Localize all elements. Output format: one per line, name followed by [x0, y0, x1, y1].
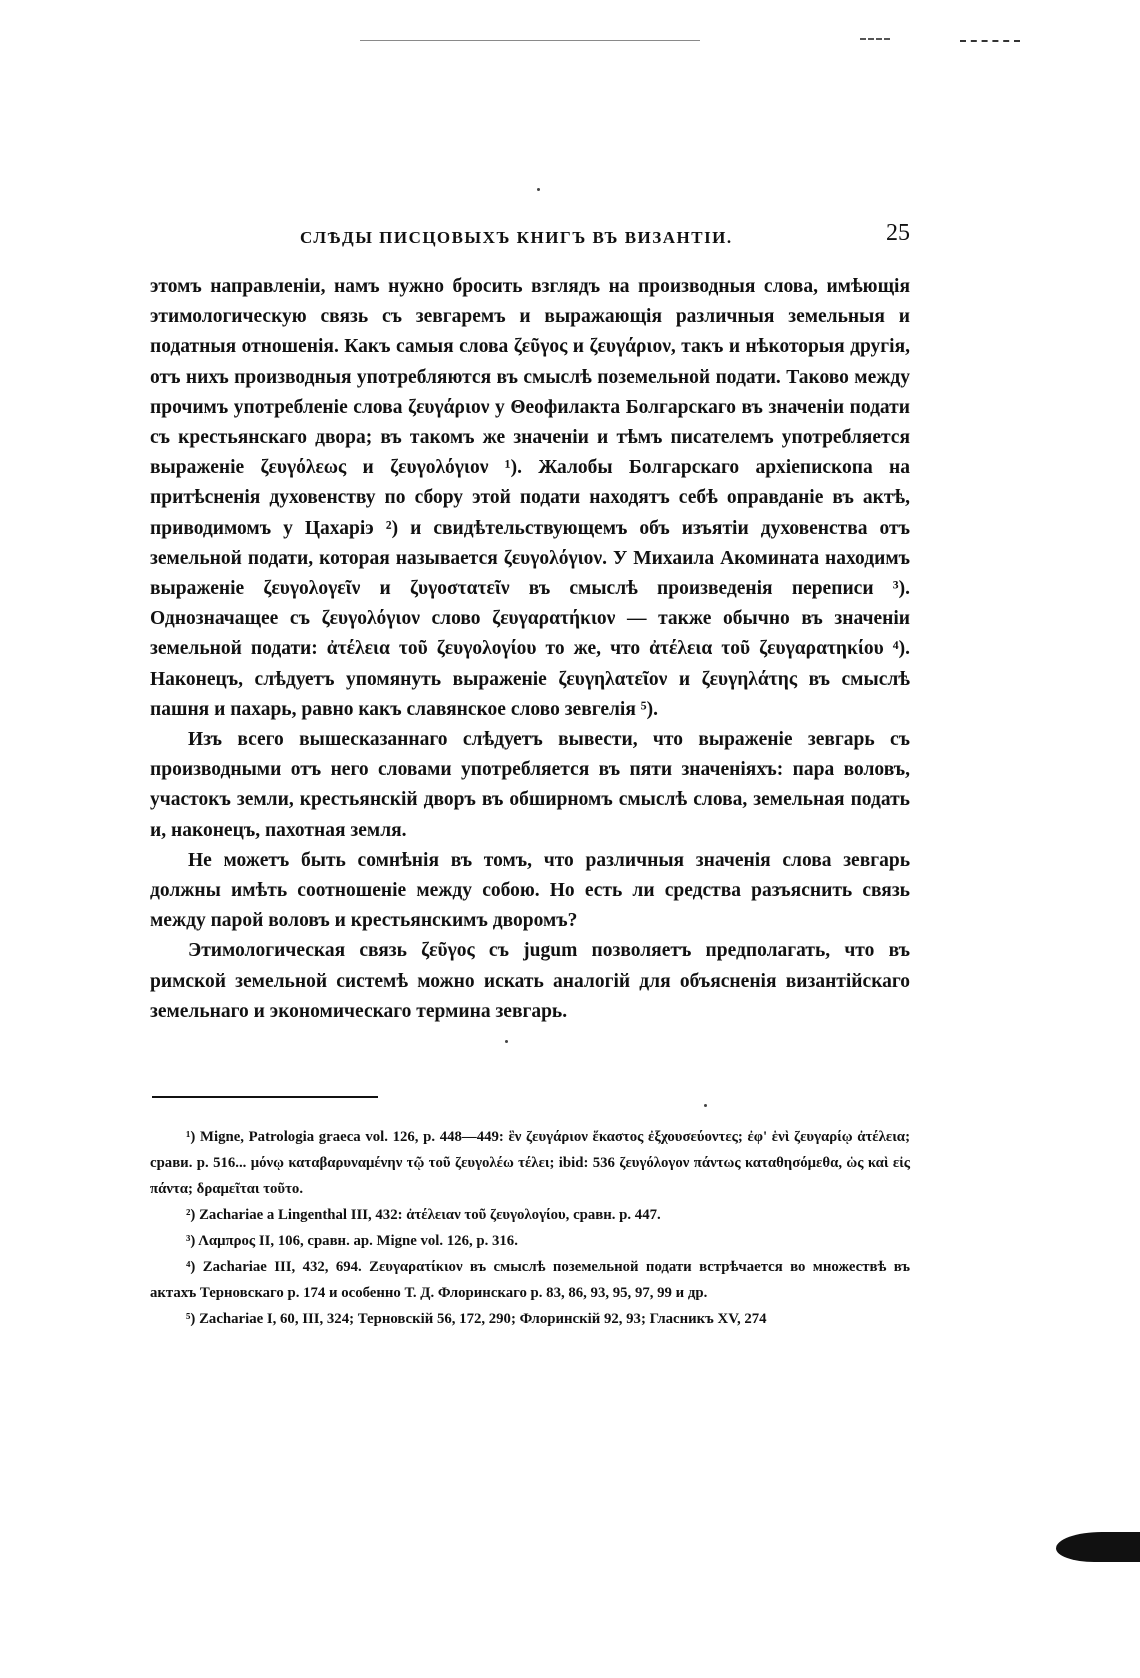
main-text: [150, 272, 910, 1027]
page-header: [170, 220, 910, 256]
scan-speck: [505, 1040, 508, 1043]
scan-artifact-mark: [860, 38, 890, 42]
paragraph: Этимологическая связь ζεῦγος съ jugum позволяетъ предполагать, что въ римской земельной системѣ можно искать аналогій для объясненія византійскаго земельнаго и экономическаго термина зевгарь.: [150, 940, 910, 1022]
scan-speck: [704, 1104, 707, 1107]
paragraph: Не можетъ быть сомнѣнія въ томъ, что различныя значенія слова зевгарь должны имѣть соотношеніе между собою. Но есть ли средства разъяснить связь между парой воловъ и крестьянскимъ дворомъ?: [150, 849, 910, 932]
footnote: ¹) Migne, Patrologia graeca vol. 126, p. 448—449: ἓν ζευγάριον ἕκαστος ἐξχουσεύοντες; ἐφ' ἑνὶ ζευγαρίῳ ἀτέλεια; срави. p. 516... μόνῳ καταβαρυναμένην τῷ τοῦ ζευγολέω τέλει; ibid: 536 ζευγόλογον πάντως καταθησόμεθα, ὡς καὶ εἰς πάντα; δραμεῖται τοῦτο.: [150, 1129, 910, 1197]
footnote: ⁴) Zachariae III, 432, 694. Ζευγαρατίκιον въ смыслѣ поземельной подати встрѣчается во множествѣ въ актахъ Терновскаго p. 174 и особенно Т. Д. Флоринскаго p. 83, 86, 93, 95, 97, 99 и др.: [150, 1259, 910, 1301]
footnote: ³) Λαμπρος II, 106, сравн. ар. Migne vol. 126, p. 316.: [186, 1233, 518, 1249]
scan-speck: [537, 188, 540, 191]
footnote-separator: [152, 1096, 378, 1098]
paragraph: этомъ направленіи, намъ нужно бросить взглядъ на производныя слова, имѣющія этимологическую связь съ зевгаремъ и выражающія различныя земельныя и податныя отношенія. Какъ самыя слова ζεῦγος и ζευγάριον, такъ и нѣкоторыя другія, отъ нихъ производныя употребляются въ смыслѣ поземельной подати. Таково между прочимъ употребленіе слова ζευγάριον у Θеофилакта Болгарскаго въ значеніи подати съ крестьянскаго двора; въ такомъ же значеніи и тѣмъ писателемъ употребляется выраженіе ζευγόλεως и ζευγολόγιον ¹). Жалобы Болгарскаго архіепископа на притѣсненія духовенству по сбору этой подати находятъ себѣ оправданіе въ актѣ, приводимомъ у Цахаріэ ²) и свидѣтельствующемъ объ изъятіи духовенства отъ земельной подати, которая называется ζευγολόγιον. У Михаила Акомината находимъ выраженіе ζευγολογεῖν и ζυγοστατεῖν въ смыслѣ произведенія переписи ³). Однозначащее съ ζευγολόγιον слово ζευγαρατήκιον — также обычно въ значеніи земельной подати: ἀτέλεια τοῦ ζευγολογίου то же, что ἀτέλεια τοῦ ζευγαρατηκίου ⁴). Наконецъ, слѣдуетъ упомянуть выраженіе ζευγηλατεῖον и ζευγηλάτης въ смыслѣ пашня и пахарь, равно какъ славянское слово зевгелія ⁵).: [150, 276, 910, 720]
running-title: СЛѢДЫ ПИСЦОВЫХЪ КНИГЪ ВЪ ВИЗАНТІИ.: [300, 228, 733, 247]
page-number: 25: [886, 220, 910, 246]
scan-ink-blot: [1056, 1532, 1140, 1562]
footnotes: [150, 1124, 910, 1332]
footnote: ²) Zachariae a Lingenthal III, 432: ἀτέλειαν τοῦ ζευγολογίου, сравн. p. 447.: [186, 1207, 661, 1223]
paragraph: Изъ всего вышесказаннаго слѣдуетъ вывести, что выраженіе зевгарь съ производными отъ него словами употребляется въ пяти значеніяхъ: пара воловъ, участокъ земли, крестьянскій дворъ въ обширномъ смыслѣ слова, земельная подать и, наконецъ, пахотная земля.: [150, 729, 910, 841]
scan-artifact-line: [360, 40, 700, 41]
scan-artifact-mark: [960, 40, 1020, 44]
footnote: ⁵) Zachariae I, 60, III, 324; Терновскій 56, 172, 290; Флоринскій 92, 93; Гласникъ XV, 274: [186, 1311, 767, 1327]
